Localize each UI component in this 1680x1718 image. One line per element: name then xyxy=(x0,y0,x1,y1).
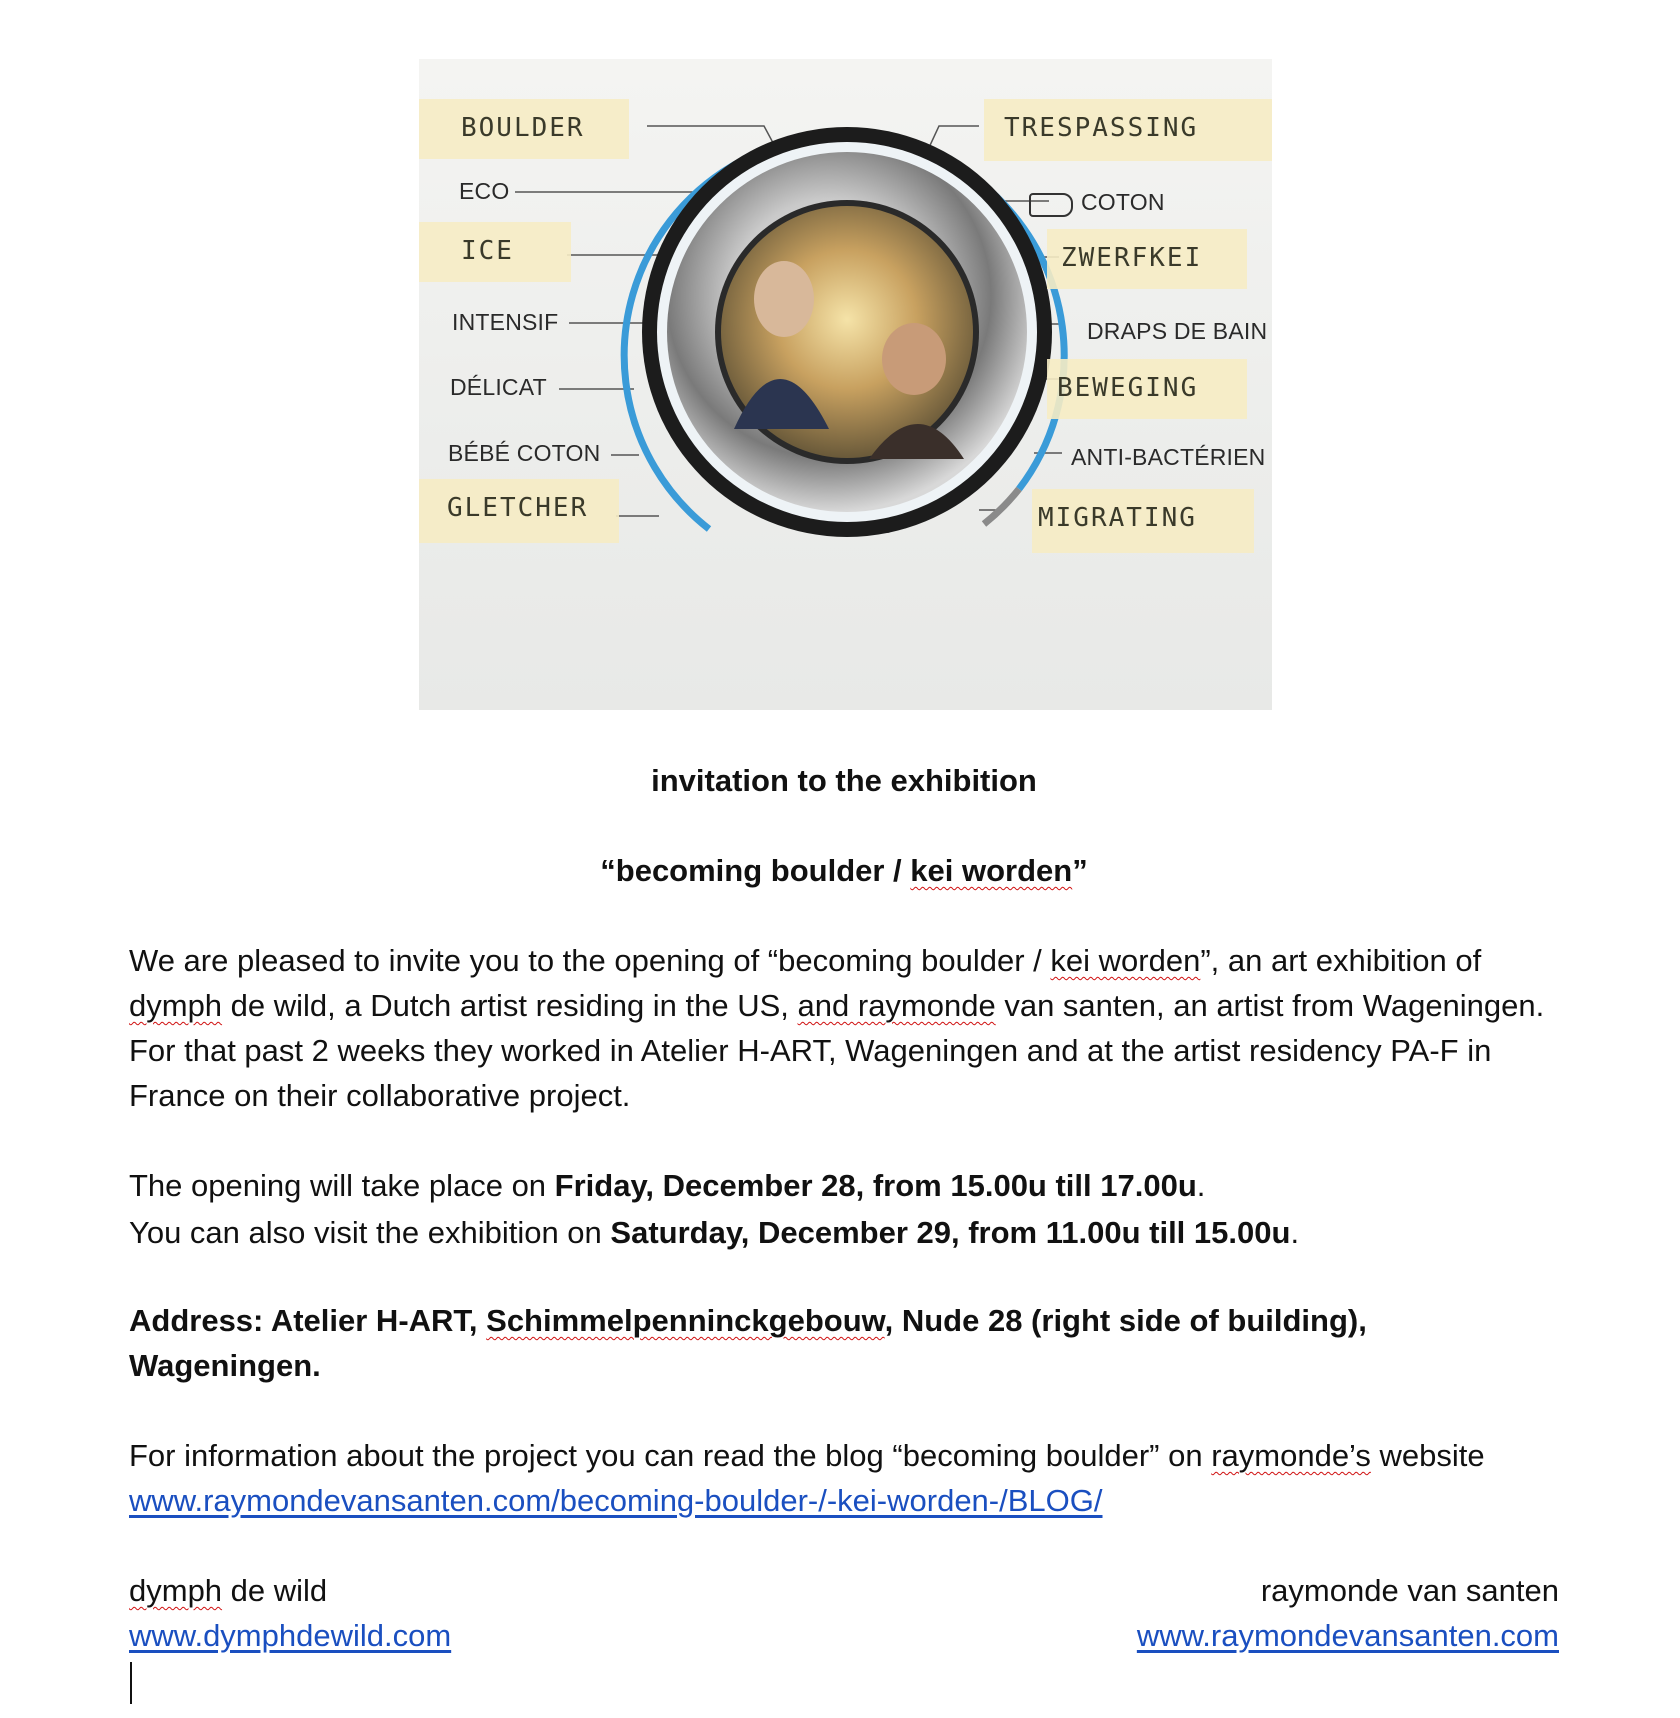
tape-label-gletcher: GLETCHER xyxy=(419,479,619,543)
signature-left: dymph de wild xyxy=(129,1573,328,1608)
program-label-draps-de-bain: DRAPS DE BAIN xyxy=(1087,318,1268,344)
raymonde-website-link[interactable]: www.raymondevansanten.com xyxy=(1136,1618,1559,1653)
washing-machine-dial-photo xyxy=(419,59,1272,710)
signature-right: raymonde van santen xyxy=(1260,1573,1559,1608)
info-paragraph: For information about the project you can read the blog “becoming boulder” on raymonde’s website www.raymondevansanten.com/becoming-boulder-/-kei-worden-/BLOG/ xyxy=(129,1438,1485,1518)
blog-link[interactable]: www.raymondevansanten.com/becoming-boulder-/-kei-worden-/BLOG/ xyxy=(129,1483,1103,1518)
dymph-website-link[interactable]: www.dymphdewild.com xyxy=(129,1618,452,1653)
program-label-eco: ECO xyxy=(459,178,510,204)
tape-label-zwerfkei: ZWERFKEI xyxy=(1047,229,1247,289)
tape-label-beweging: BEWEGING xyxy=(1047,359,1247,419)
program-label-anti-bacterien: ANTI-BACTÉRIEN xyxy=(1071,444,1266,470)
program-label-coton: COTON xyxy=(1081,189,1165,215)
visit-line: You can also visit the exhibition on Saturday, December 29, from 11.00u till 15.00u. xyxy=(129,1215,1300,1250)
tape-label-migrating: MIGRATING xyxy=(1032,489,1254,553)
signatures xyxy=(129,1568,1559,1658)
exhibition-title: “becoming boulder / kei worden” xyxy=(600,853,1088,888)
invitation-heading: invitation to the exhibition xyxy=(651,763,1037,798)
program-label-intensif: INTENSIF xyxy=(452,309,559,335)
text-cursor xyxy=(130,1662,132,1704)
program-label-delicat: DÉLICAT xyxy=(450,374,547,400)
tape-label-ice: ICE xyxy=(419,222,571,282)
cotton-symbol-icon xyxy=(1029,193,1073,217)
tape-label-boulder: BOULDER xyxy=(419,99,629,159)
tape-label-trespassing: TRESPASSING xyxy=(984,99,1272,161)
program-label-bebe-coton: BÉBÉ COTON xyxy=(448,440,601,466)
opening-times xyxy=(129,1163,1559,1255)
intro-paragraph: We are pleased to invite you to the opening of “becoming boulder / kei worden”, an art exhibition of dymph de wild, a Dutch artist residing in the US, and raymonde van santen, an artist from Wageningen. For that past 2 weeks they worked in Atelier H-ART, Wageningen and at the artist residency PA-F in France on their collaborative project. xyxy=(129,943,1545,1113)
opening-line: The opening will take place on Friday, December 28, from 15.00u till 17.00u. xyxy=(129,1168,1206,1203)
address: Address: Atelier H-ART, Schimmelpenninckgebouw, Nude 28 (right side of building), Wageningen. xyxy=(129,1303,1367,1383)
